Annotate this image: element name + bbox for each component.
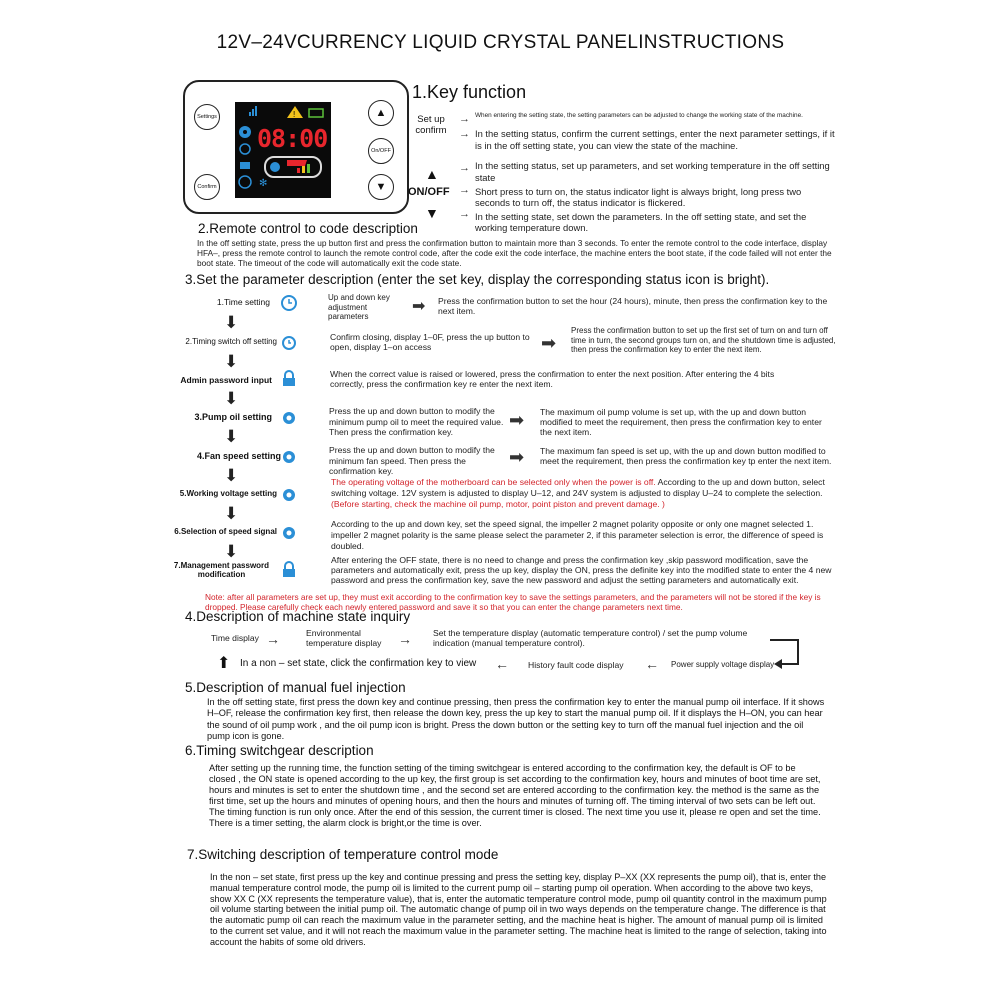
step-admin-a: When the correct value is raised or lowered, press the confirmation to enter the next position. After entering the 4 bits correctly, press the confirmation key re enter the next item. bbox=[330, 369, 775, 389]
down-arrow-icon: ⬇ bbox=[224, 427, 239, 446]
section5-body: In the off setting state, first press the down key and continue pressing, then press the confirmation key to enter the manual pump oil interface. If it shows H–OF, release the confirmation key first, then release the down key, press the up key to start the manual pump oil. If it displays the H–ON, you can hear the sound of oil pump work , and the oil pump icon is bright. Press the down button or the setting key to turn off the manual fuel injection and the oil pump icon is gone. bbox=[207, 697, 825, 742]
arrow-icon: ← bbox=[645, 656, 659, 672]
confirm-button bbox=[194, 174, 220, 200]
lock-icon bbox=[280, 561, 298, 579]
step7-a: After entering the OFF state, there is no need to change and press the confirmation key ,skip password modification, save the parameters and automatically exit, press the up key, display the ON, press the definite key into the modified state to enter the 4 new password and press the confirmation key, save the new password and adjust the setting parameters and automatically exit. bbox=[331, 555, 832, 585]
down-button bbox=[368, 174, 394, 200]
step2-b: Press the confirmation button to set up the first set of turn on and turn off time in turn, the second groups turn on, and the shutdown time is adjusted, then press the confirmation key to enter the next item. bbox=[571, 326, 836, 354]
clock-icon bbox=[280, 294, 298, 312]
up-button bbox=[368, 100, 394, 126]
step-label-timing: 2.Timing switch off setting bbox=[185, 337, 277, 346]
warning-icon bbox=[287, 106, 303, 119]
section1-heading: 1.Key function bbox=[412, 82, 527, 102]
gear-icon bbox=[280, 448, 298, 466]
section6-body: After setting up the running time, the function setting of the timing switchgear is entered according to the confirmation key, the default is OF to be closed , the ON state is opened according to the up key, the first group is set according to the confirmation key, hours and minutes of boot time are set, hours and minutes is set to enter the shutdown time , and the second set are entered according to the confirmation key. the method is the same as the first time, set up the hours and minutes of opening hours, and then the hours and minutes of turning off. The timing interval of two sets can be left out. The timing function is run only once. After the end of this session, the current timer is closed. The next time you use it, please re open and set the time. There is a timer setting, the alarm clock is bright,or the time is over. bbox=[209, 763, 821, 829]
step1-a: Up and down key adjustment parameters bbox=[328, 293, 390, 321]
setup-confirm-label: Set up confirm bbox=[415, 114, 447, 136]
up-arrow-icon: ⬆ bbox=[217, 655, 231, 672]
down-arrow-icon: ⬇ bbox=[224, 542, 239, 561]
snowflake-icon bbox=[259, 178, 267, 189]
step3-a: Press the up and down button to modify the minimum pump oil to meet the required value. Then press the confirmation key. bbox=[329, 406, 504, 437]
signal-icon bbox=[249, 106, 257, 116]
step-label-admin: Admin password input bbox=[180, 375, 272, 385]
svg-text:✻: ✻ bbox=[259, 178, 268, 189]
up-arrow-icon: ▲ bbox=[425, 166, 439, 182]
lock-icon bbox=[240, 162, 250, 169]
step-label-time: 1.Time setting bbox=[216, 297, 270, 307]
step6-a: According to the up and down key, set the speed signal, the impeller 2 magnet polarity opposite or only one magnet selected 1. impeller 2 magnet polarity is the same please select the parameter 2, if this parameter selection is error, the difference of speed is doubled. bbox=[331, 519, 824, 551]
step-label-speed: 6.Selection of speed signal bbox=[174, 527, 277, 536]
time-display: Time display bbox=[211, 633, 259, 643]
arrow-icon: ➡ bbox=[412, 298, 426, 315]
section7-body: In the non – set state, first press up the key and continue pressing and press the setting key, display P–XX (XX represents the pump oil), that is, enter the manual temperature control mode, the pump oil is limited to the current pump oil – starting pump oil operation. When according to the above two keys, show XX C (XX represents the temperature value), that is, enter the automatic temperature control mode, pump oil quantity control in the maximum pump oil volume starting between the initial pump oil. The automatic change of pump oil in two ways depends on the temperature change. The difference is that the automatic pump oil can reach the maximum value in the parameter setting, and the machine heat is higher. The amount of manual pump oil is limited to the current set value, and it will not reach the maximum value in the parameter setting. The machine heat is limited to the range of selection, taking into account the habits of some old drivers. bbox=[210, 872, 827, 947]
step3-b: The maximum oil pump volume is set up, with the up and down button modified to meet the requirement, then press the confirmation key to enter the next item. bbox=[540, 407, 822, 437]
section2-heading: 2.Remote control to code description bbox=[198, 221, 418, 236]
down-arrow-icon: ⬇ bbox=[224, 313, 239, 332]
arrow-icon: ➡ bbox=[509, 410, 525, 430]
section3-heading: 3.Set the parameter description (enter the set key, display the corresponding status icon is bright). bbox=[185, 272, 770, 287]
gear-icon bbox=[239, 126, 251, 138]
gear-icon bbox=[280, 409, 298, 427]
section4-heading: 4.Description of machine state inquiry bbox=[185, 609, 411, 624]
history-fault-display: History fault code display bbox=[528, 660, 624, 670]
step-label-voltage: 5.Working voltage setting bbox=[179, 489, 277, 498]
clock-digits: 08:00 bbox=[257, 124, 328, 153]
section3-note: Note: after all parameters are set up, they must exit according to the confirmation key to save the settings parameters, and the parameters will not be stored if the key is dropped. Please carefully check each newly entered password and save it so that you can enter the change parameters next time. bbox=[205, 592, 821, 612]
arrow-icon: → bbox=[459, 113, 470, 125]
nonset-note: In a non – set state, click the confirmation key to view bbox=[240, 658, 477, 669]
down-arrow-icon: ⬇ bbox=[224, 352, 239, 371]
settings-label: Settings bbox=[197, 114, 217, 120]
section5-heading: 5.Description of manual fuel injection bbox=[185, 680, 406, 695]
page-title: 12V–24VCURRENCY LIQUID CRYSTAL PANELINSTRUCTIONS bbox=[216, 32, 785, 53]
arrow-icon: → bbox=[459, 208, 470, 220]
step-label-pump: 3.Pump oil setting bbox=[194, 412, 272, 422]
arrow-icon: → bbox=[459, 162, 470, 174]
arrow-icon: ➡ bbox=[509, 447, 525, 467]
step-label-mgmt: 7.Management password modification bbox=[173, 561, 270, 579]
settings-button bbox=[194, 104, 220, 130]
step5-a: According to the up and down button, select switching voltage. 12V system is adjusted to display U–12, and 24V system is adjusted to display U–24 to complete the selection. bbox=[331, 477, 825, 498]
set-temp-display: Set the temperature display (automatic temperature control) / set the pump volume indication (manual temperature control). bbox=[433, 628, 748, 648]
down-arrow-icon: ⬇ bbox=[224, 466, 239, 485]
arrow-icon: → bbox=[266, 631, 280, 647]
step-label-fan: 4.Fan speed setting bbox=[196, 451, 281, 461]
section6-heading: 6.Timing switchgear description bbox=[185, 743, 374, 758]
battery-icon bbox=[309, 109, 323, 117]
env-temp-display: Environmental temperature display bbox=[306, 628, 382, 648]
step1-b: Press the confirmation button to set the hour (24 hours), minute, then press the confirmation key to the next item. bbox=[438, 296, 828, 316]
alarm-icon bbox=[240, 144, 250, 154]
setup-desc-1: When entering the setting state, the setting parameters can be adjusted to change the working state of the machine. bbox=[475, 112, 803, 119]
return-arrow-icon bbox=[770, 636, 804, 670]
onoff-desc-3: In the setting state, set down the parameters. In the off setting state, and set the working temperature down. bbox=[475, 211, 807, 233]
section2-body: In the off setting state, press the up button first and press the confirmation button to maintain more than 3 seconds. To enter the remote control to the code interface, display HFA–, press the remote control to launch the remote control code, after the code exit the code interface, the machine enters the boot state, if the code failed will not enter the boot state. The timeout of the code will automatically exit the code state. bbox=[197, 238, 832, 268]
step4-b: The maximum fan speed is set up, with the up and down button modified to meet the requirement, then press the confirmation key tp enter the next item. bbox=[540, 446, 832, 466]
confirm-label: Confirm bbox=[197, 184, 217, 190]
lcd-display bbox=[235, 102, 331, 198]
arrow-icon: ➡ bbox=[541, 333, 557, 353]
onoff-desc-1: In the setting status, set up parameters, and set working temperature in the off setting state bbox=[475, 160, 830, 183]
alarm-clock-icon bbox=[280, 333, 298, 351]
onoff-button bbox=[368, 138, 394, 164]
up-arrow-icon: ▲ bbox=[375, 107, 387, 119]
arrow-icon: ← bbox=[495, 656, 509, 672]
down-arrow-icon: ⬇ bbox=[224, 504, 239, 523]
onoff-desc-2: Short press to turn on, the status indicator light is always bright, long press two seconds to turn off, the status indicator is flickered. bbox=[475, 186, 802, 208]
arrow-icon: → bbox=[459, 184, 470, 196]
setup-desc-2: In the setting status, confirm the current settings, enter the next parameter settings, if it is in the off setting state, you can view the state of the machine. bbox=[475, 128, 835, 151]
arrow-icon: → bbox=[398, 631, 412, 647]
step4-a: Press the up and down button to modify the minimum fan speed. Then press the confirmation key. bbox=[329, 445, 495, 476]
down-arrow-icon: ⬇ bbox=[224, 389, 239, 408]
onoff-label: On/OFF bbox=[371, 148, 391, 154]
gear-icon bbox=[280, 524, 298, 542]
fan-icon bbox=[239, 176, 251, 188]
step5-red-2: (Before starting, check the machine oil pump, motor, point piston and prevent damage. ) bbox=[331, 499, 665, 509]
onoff-key-label: ON/OFF bbox=[408, 186, 450, 198]
down-arrow-icon: ▼ bbox=[375, 181, 387, 193]
gear-icon bbox=[280, 486, 298, 504]
heater-icon bbox=[265, 157, 321, 177]
down-arrow-icon: ▼ bbox=[425, 205, 439, 221]
arrow-icon: → bbox=[459, 128, 470, 140]
section7-heading: 7.Switching description of temperature control mode bbox=[187, 847, 499, 862]
step5-red-1: The operating voltage of the motherboard can be selected only when the power is off. bbox=[331, 477, 656, 487]
step2-a: Confirm closing, display 1–0F, press the up button to open, display 1–on access bbox=[330, 332, 530, 352]
svg-text:!: ! bbox=[293, 110, 296, 119]
lock-icon bbox=[280, 370, 298, 388]
control-panel-illustration bbox=[183, 80, 409, 214]
step5-text bbox=[331, 477, 841, 510]
power-voltage-display: Power supply voltage display bbox=[671, 660, 775, 669]
